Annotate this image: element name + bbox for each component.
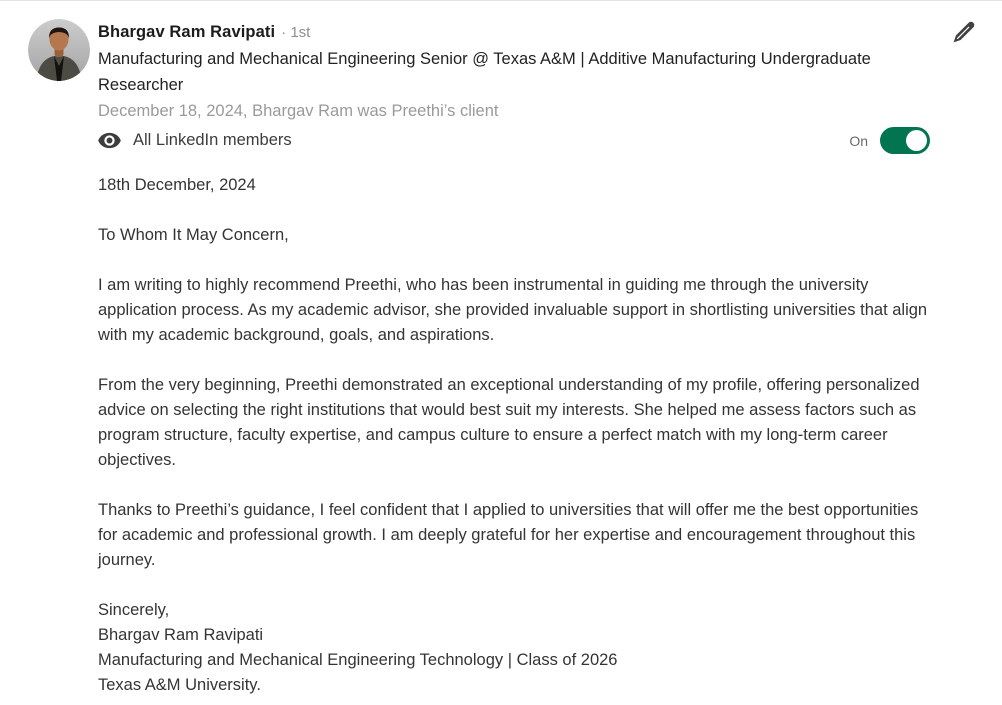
signature-program: Manufacturing and Mechanical Engineering Technology | Class of 2026	[98, 651, 618, 669]
visibility-row	[98, 127, 930, 154]
visibility-setting	[98, 131, 292, 150]
profile-photo	[28, 19, 90, 81]
eye-icon	[98, 132, 121, 149]
letter-paragraph: From the very beginning, Preethi demonstrated an exceptional understanding of my profile, offering personalized advice on selecting the right institutions that would best suit my interests. She helped me assess factors such as program structure, faculty expertise, and campus culture to ensure a perfect match with my long-term career objectives.	[98, 376, 920, 469]
edit-recommendation-button[interactable]	[947, 18, 977, 48]
visibility-toggle[interactable]	[880, 127, 930, 154]
letter-paragraph: Thanks to Preethi’s guidance, I feel confident that I applied to universities that will offer me the best opportunities for academic and professional growth. I am deeply grateful for her expertise and encouragement throughout this journey.	[98, 501, 919, 569]
letter-signature	[98, 598, 934, 698]
letter-salutation: To Whom It May Concern,	[98, 226, 289, 244]
relationship-caption: December 18, 2024, Bhargav Ram was Preethi’s client	[98, 102, 499, 120]
recommendation-text	[98, 173, 934, 698]
notify-toggle-group	[849, 127, 930, 154]
letter-paragraph: I am writing to highly recommend Preethi, who has been instrumental in guiding me through the university application process. As my academic advisor, she provided invaluable support in shortlisting universities that align with my academic background, goals, and aspirations.	[98, 276, 928, 344]
pencil-edit-icon	[949, 20, 976, 47]
recommender-info	[98, 19, 978, 154]
visibility-label: All LinkedIn members	[133, 131, 292, 149]
toggle-knob	[906, 130, 927, 151]
signature-closing: Sincerely,	[98, 601, 170, 619]
avatar[interactable]	[28, 19, 90, 81]
recommender-headline: Manufacturing and Mechanical Engineering Senior @ Texas A&M | Additive Manufacturing Undergraduate Researcher	[98, 50, 871, 94]
toggle-state-label: On	[849, 132, 868, 149]
name-row	[98, 23, 978, 42]
recommender-header	[0, 2, 1002, 154]
signature-university: Texas A&M University.	[98, 676, 261, 694]
connection-degree: · 1st	[281, 24, 311, 41]
letter-date: 18th December, 2024	[98, 176, 256, 194]
recommender-name[interactable]: Bhargav Ram Ravipati	[98, 23, 276, 41]
signature-name: Bhargav Ram Ravipati	[98, 626, 264, 644]
